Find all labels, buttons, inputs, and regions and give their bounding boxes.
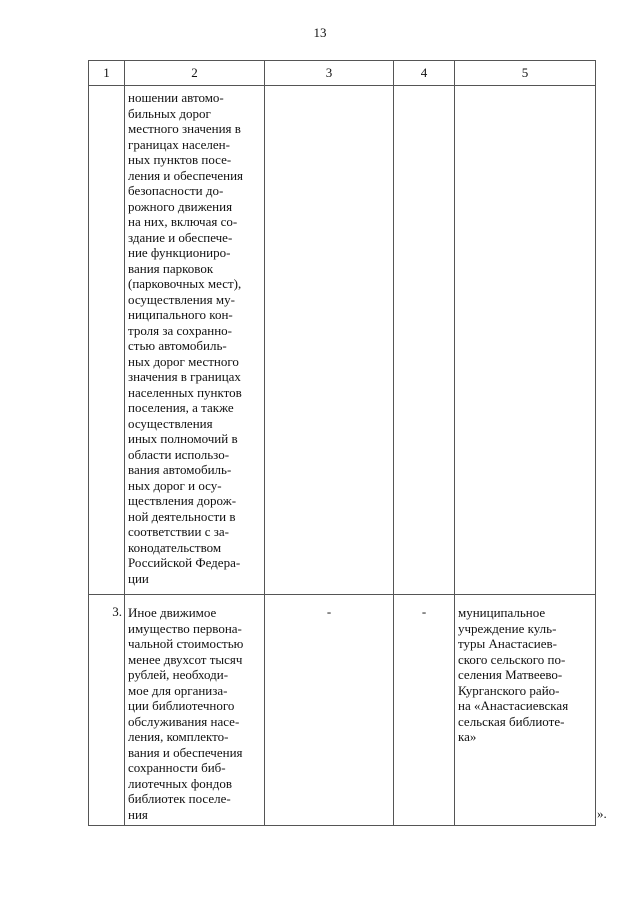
row-number: 3. bbox=[112, 604, 122, 619]
column-header-2: 2 bbox=[125, 61, 265, 86]
cell-col5 bbox=[455, 86, 596, 595]
cell-description bbox=[125, 595, 265, 826]
dash-value: - bbox=[421, 604, 427, 619]
dash-value: - bbox=[326, 604, 332, 619]
table-row bbox=[89, 595, 596, 826]
page-number: 13 bbox=[313, 25, 327, 40]
cell-col3 bbox=[265, 86, 394, 595]
closing-quote: ». bbox=[597, 806, 607, 821]
description-text: ношении автомо- бильных дорог местного значения в границах населен- ных пунктов посе- ления и обеспечения безопасности до- рожного движения на них, включая со- здание и обеспече- ние функциониро- вания парковок (парковочных мест), осуществления му- ниципального кон- троля за сохранно- стью автомобиль- ных дорог местного значения в границах населенных пунктов поселения, а также осуществления иных полномочий в области использо- вания автомобиль- ных дорог и осу- ществления дорож- ной деятельности в соответствии с за- конодательством Российской Федера- ции bbox=[128, 90, 244, 586]
property-table bbox=[88, 60, 596, 826]
table-header-row bbox=[89, 61, 596, 86]
description-text: Иное движимое имущество первона- чальной стоимостью менее двухсот тысяч рублей, необходи- мое для организа- ции библиотечного обслуживания насе- ления, комплекто- вания и обеспечения сохранности биб- лиотечных фондов библиотек поселе- ния bbox=[128, 605, 244, 822]
column-header-3: 3 bbox=[265, 61, 394, 86]
cell-description bbox=[125, 86, 265, 595]
cell-col4 bbox=[394, 595, 455, 826]
cell-col3 bbox=[265, 595, 394, 826]
table-row-continued bbox=[89, 86, 596, 595]
holder-text: муниципальное учреждение куль- туры Анастасиев- ского сельского по- селения Матвеево- Курганского райо- на «Анастасиевская сельская библиоте- ка» bbox=[458, 605, 569, 744]
column-header-5: 5 bbox=[455, 61, 596, 86]
cell-holder bbox=[455, 595, 596, 826]
column-header-4: 4 bbox=[394, 61, 455, 86]
cell-col4 bbox=[394, 86, 455, 595]
cell-number bbox=[89, 595, 125, 826]
cell-number bbox=[89, 86, 125, 595]
column-header-1: 1 bbox=[89, 61, 125, 86]
